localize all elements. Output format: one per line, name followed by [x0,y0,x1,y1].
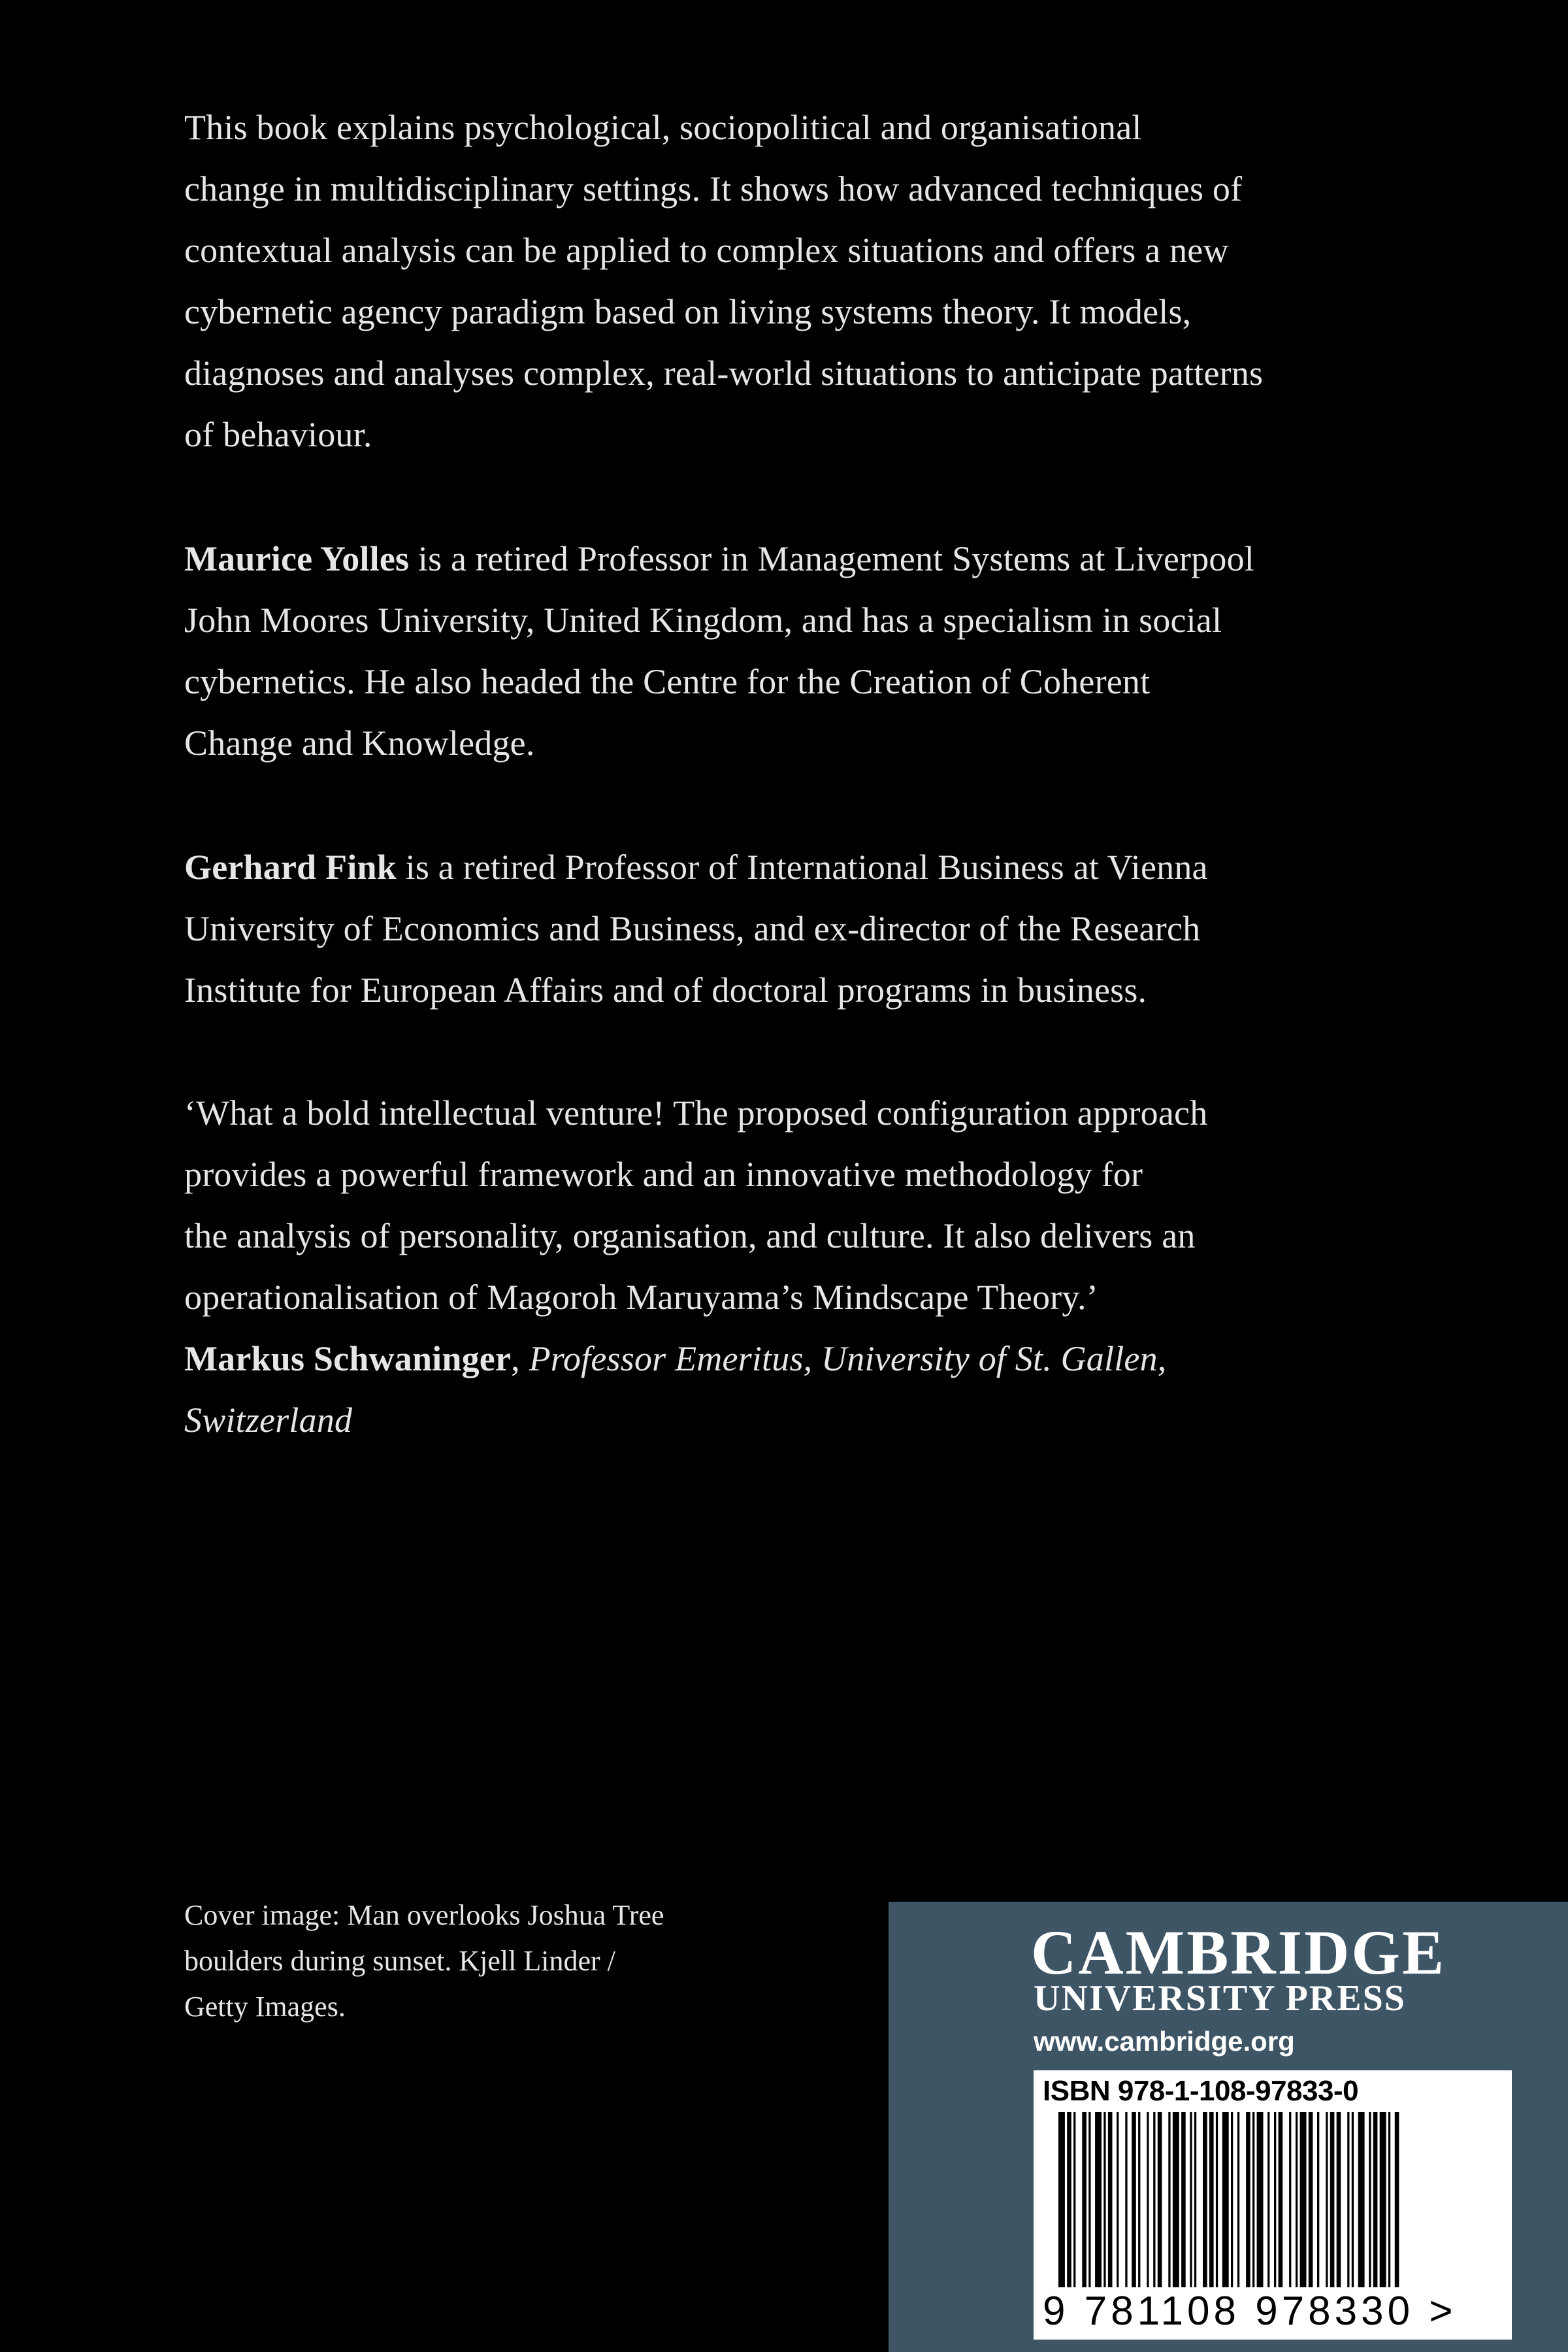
author-name: Maurice Yolles [184,539,410,578]
description-line: This book explains psychological, sociopolitical and organisational [184,108,1142,147]
attribution-separator: , [511,1339,529,1378]
barcode-bar [1388,2112,1390,2287]
barcode-bar [1103,2112,1105,2287]
endorser-location: Switzerland [184,1400,353,1440]
bio-line: Institute for European Affairs and of doctoral programs in business. [184,970,1147,1010]
barcode-bar [1246,2112,1250,2287]
barcode-bar [1222,2112,1229,2287]
barcode-bar [1279,2112,1283,2287]
endorser-title: Professor Emeritus, University of St. Gallen, [529,1339,1167,1378]
barcode-bar [1138,2112,1140,2287]
description-line: diagnoses and analyses complex, real-world situations to anticipate patterns [184,354,1264,393]
bio-text: is a retired Professor in Management Systems at Liverpool [409,539,1255,578]
isbn-barcode [1034,2070,1512,2340]
publisher-subtitle: UNIVERSITY PRESS [1034,1978,1406,2019]
barcode-bar [1082,2112,1086,2287]
quote-line: provides a powerful framework and an innovative methodology for [184,1155,1143,1194]
quote-line: the analysis of personality, organisation, and culture. It also delivers an [184,1216,1196,1255]
barcode-bar [1373,2112,1378,2287]
barcode-bar [1289,2112,1291,2287]
description-line: cybernetic agency paradigm based on living systems theory. It models, [184,292,1192,331]
barcode-bar [1058,2112,1065,2287]
barcode-bar [1194,2112,1196,2287]
barcode-bar [1088,2112,1090,2287]
barcode-digits: 9 781108 978330 > [1043,2289,1457,2334]
barcode-bar [1209,2112,1214,2287]
publisher-name: CAMBRIDGE [1031,1917,1446,1987]
credit-line: boulders during sunset. Kjell Linder / [184,1945,615,1977]
barcode-bar [1117,2112,1119,2287]
description-line: contextual analysis can be applied to complex situations and offers a new [184,231,1229,270]
barcode-bar [1190,2112,1192,2287]
barcode-bar [1125,2112,1127,2287]
barcode-bar [1181,2112,1186,2287]
barcode-bar [1132,2112,1136,2287]
barcode-bar [1267,2112,1269,2287]
barcode-bar [1168,2112,1170,2287]
barcode-bar [1300,2112,1307,2287]
bio-line [184,528,1439,589]
barcode-bar [1158,2112,1162,2287]
credit-line: Cover image: Man overlooks Joshua Tree [184,1899,664,1931]
endorsement-quote [184,1082,1439,1451]
endorser-name: Markus Schwaninger [184,1339,512,1378]
cover-image-credit [184,1893,664,2030]
barcode-bar [1317,2112,1319,2287]
barcode-bar [1108,2112,1113,2287]
barcode-bar [1369,2112,1371,2287]
barcode-bar [1073,2112,1075,2287]
barcode-bar [1352,2112,1354,2287]
barcode-bar [1296,2112,1298,2287]
barcode-bar [1337,2112,1341,2287]
barcode-bar [1326,2112,1328,2287]
barcode-bar [1257,2112,1264,2287]
isbn-label: ISBN 978-1-108-97833-0 [1043,2075,1359,2107]
quote-attribution [184,1328,1439,1389]
bio-text: is a retired Professor of International Business at Vienna [396,848,1208,887]
barcode-bar [1237,2112,1239,2287]
description-line: change in multidisciplinary settings. It shows how advanced techniques of [184,169,1243,208]
publisher-url: www.cambridge.org [1034,2026,1295,2057]
barcode-icon [1043,2112,1500,2290]
author-name: Gerhard Fink [184,848,397,887]
credit-line: Getty Images. [184,1991,346,2023]
author-bio-yolles [184,528,1439,774]
barcode-bar [1147,2112,1149,2287]
bio-line: cybernetics. He also headed the Centre for the Creation of Coherent [184,662,1151,701]
barcode-bar [1395,2112,1399,2287]
author-bio-fink [184,836,1439,1021]
barcode-bar [1153,2112,1155,2287]
description-line: of behaviour. [184,415,372,454]
barcode-bar [1095,2112,1102,2287]
barcode-bar [1330,2112,1335,2287]
barcode-bar [1380,2112,1386,2287]
bio-line [184,836,1439,898]
barcode-bar [1309,2112,1313,2287]
barcode-bar [1231,2112,1233,2287]
barcode-bar [1203,2112,1207,2287]
bio-line: Change and Knowledge. [184,723,535,763]
barcode-bar [1252,2112,1254,2287]
barcode-bar [1173,2112,1179,2287]
barcode-bar [1347,2112,1349,2287]
book-description [184,97,1439,465]
barcode-bar [1274,2112,1276,2287]
barcode-bar [1216,2112,1218,2287]
bio-line: University of Economics and Business, and ex-director of the Research [184,909,1201,948]
publisher-panel [889,1902,1568,2352]
quote-line: operationalisation of Magoroh Maruyama’s Mindscape Theory.’ [184,1278,1098,1317]
bio-line: John Moores University, United Kingdom, and has a specialism in social [184,601,1222,640]
barcode-bar [1358,2112,1365,2287]
barcode-bar [1067,2112,1071,2287]
quote-line: ‘What a bold intellectual venture! The proposed configuration approach [184,1093,1208,1133]
